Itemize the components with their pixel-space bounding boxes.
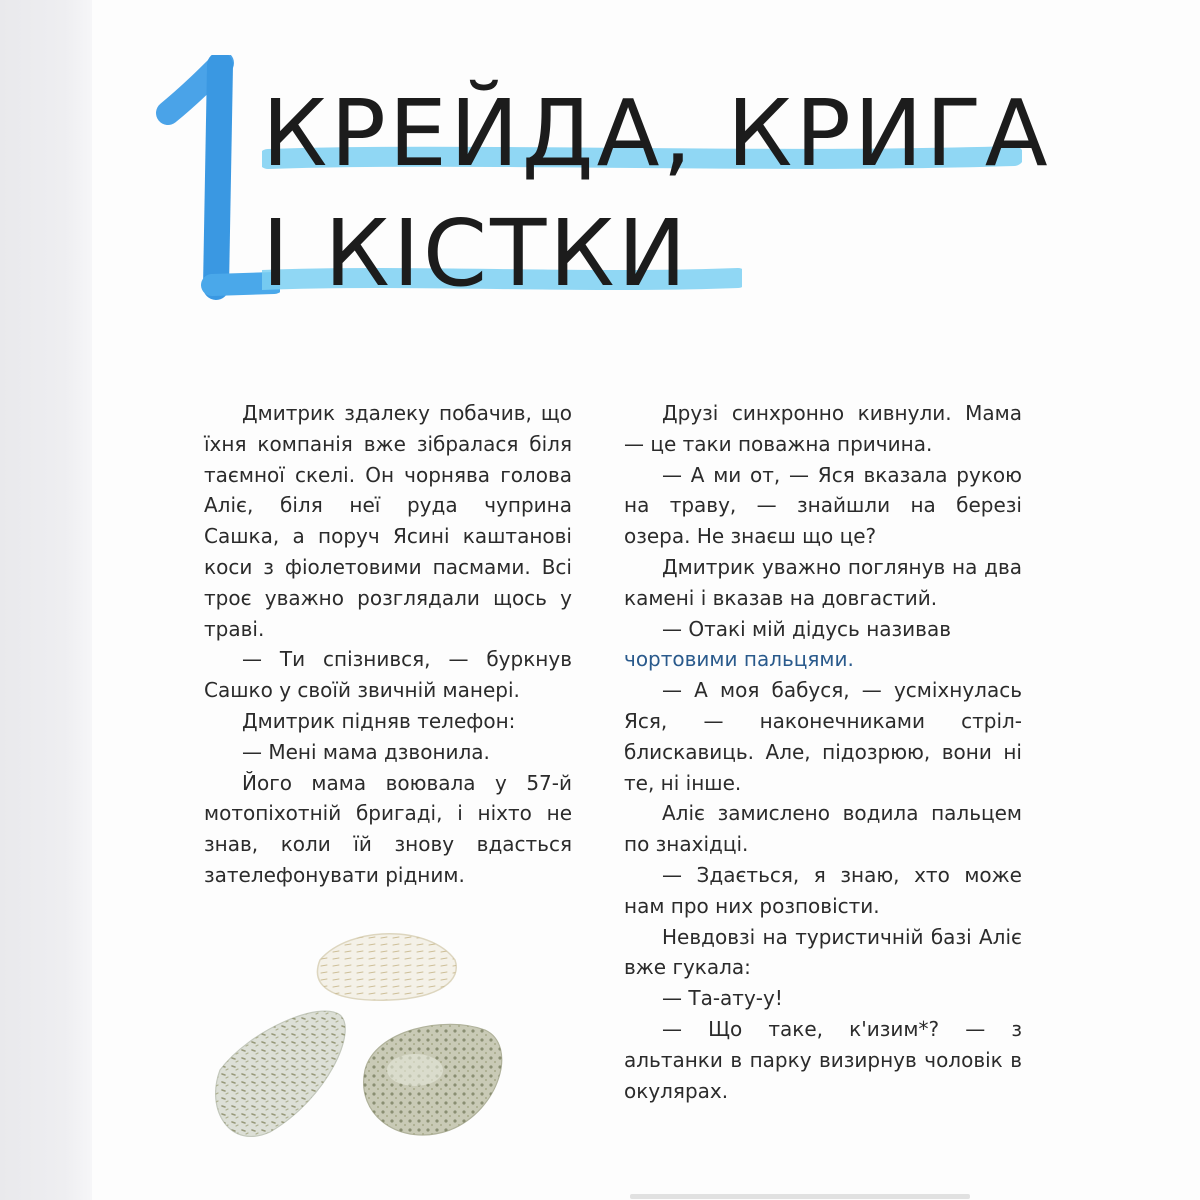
- paragraph: — Ти спізнився, — буркнув Сашко у своїй звичній манері.: [204, 647, 572, 703]
- paragraph: Аліє замислено водила пальцем по знахідці.: [624, 801, 1022, 857]
- paragraph: Його мама воювала у 57-й мотопіхотній бригаді, і ніхто не знав, коли їй знову вдасться зателефонувати рідним.: [204, 770, 572, 887]
- paragraph: [624, 614, 1022, 676]
- paragraph: Дмитрик здалеку побачив, що їхня компанія вже зібралася біля таємної скелі. Он чорнява голова Аліє, біля неї руда чуприна Сашка, а поруч Ясині каштанові коси з фіолетовими пасмами. Всі троє уважно розглядали щось у траві.: [204, 401, 572, 641]
- binding-shadow: [0, 0, 92, 1200]
- paragraph: — Що таке, к'изим*? — з альтанки в парку визирнув чоловік в окулярах.: [624, 1016, 1022, 1103]
- paragraph: Дмитрик підняв телефон:: [242, 708, 516, 733]
- paragraph: — Та-ату-у!: [662, 986, 783, 1011]
- footnote-cutoff: [630, 1186, 970, 1200]
- text-column-left: [204, 398, 572, 891]
- paragraph-text: — Отакі мій дідусь називав: [662, 616, 951, 641]
- fossil-stones-icon: [200, 920, 530, 1160]
- paragraph: Невдовзі на туристичній базі Аліє вже гукала:: [624, 924, 1022, 980]
- highlighted-term: чортовими пальцями.: [624, 647, 854, 672]
- text-column-right: [624, 398, 1022, 1106]
- paragraph: Друзі синхронно кивнули. Мама — це таки поважна причина.: [624, 401, 1022, 456]
- paragraph: — Здається, я знаю, хто може нам про них розповісти.: [624, 862, 1022, 918]
- chapter-title-line-2: І КІСТКИ: [262, 200, 690, 307]
- paragraph: — Мені мама дзвонила.: [242, 739, 490, 764]
- paragraph: — А ми от, — Яся вказала рукою на траву, — знайшли на березі озера. Не знаєш що це?: [624, 462, 1022, 549]
- chapter-title-line-1: КРЕЙДА, КРИГА: [262, 80, 1051, 187]
- paragraph: Дмитрик уважно поглянув на два камені і вказав на довгастий.: [624, 554, 1022, 610]
- paragraph: — А моя бабуся, — усміхнулась Яся, — наконечниками стріл-блискавиць. Але, підозрюю, вони ні те, ні інше.: [624, 678, 1022, 795]
- chapter-number: [150, 55, 280, 305]
